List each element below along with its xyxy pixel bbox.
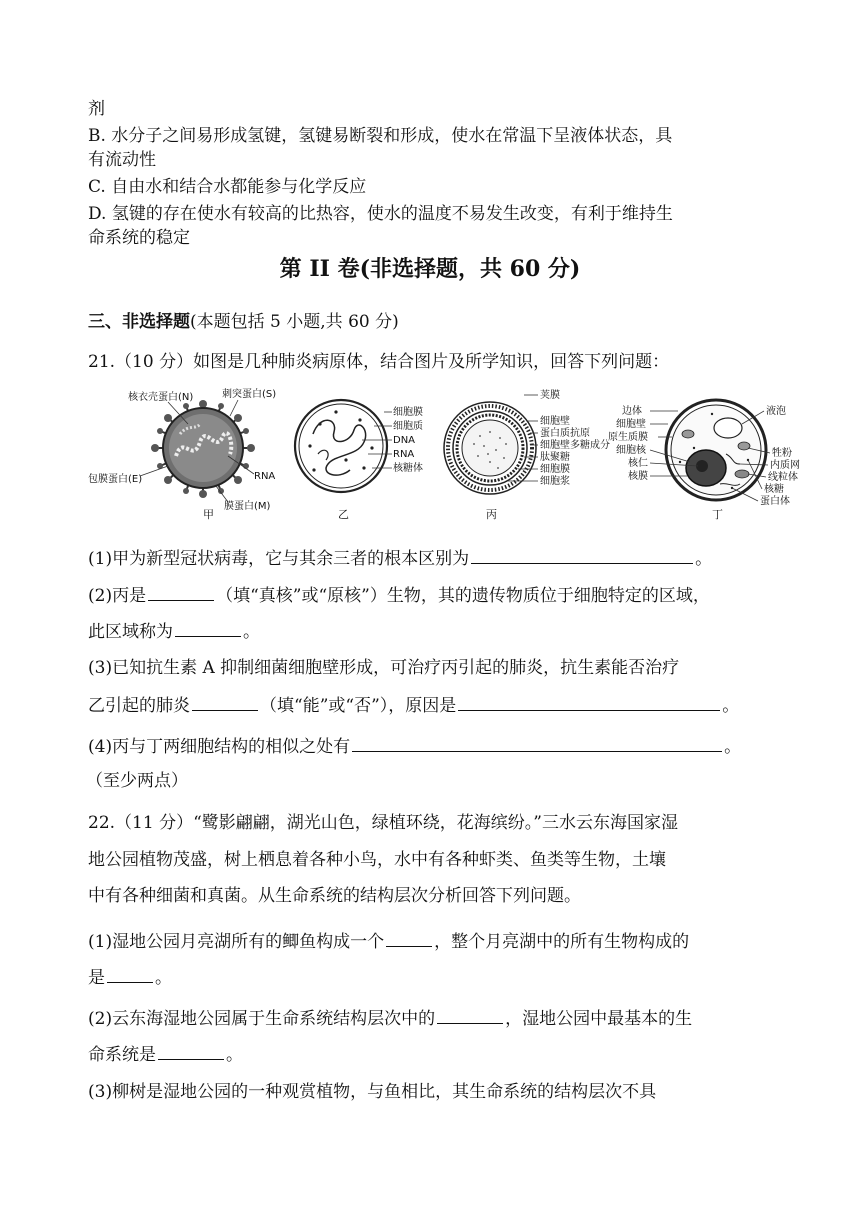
caption-jia: 甲 xyxy=(203,508,214,521)
cell-ding xyxy=(666,400,766,500)
q22-part1-blank-1[interactable] xyxy=(386,928,432,947)
q22-part2-blank-2[interactable] xyxy=(158,1041,224,1060)
q21-part2-text-c: 此区域称为 xyxy=(88,622,173,642)
q21-part2-blank-2[interactable] xyxy=(175,618,241,637)
q21-part3-cont xyxy=(88,692,739,718)
q21-part3-end: 。 xyxy=(722,696,740,716)
q21-part4-blank[interactable] xyxy=(352,733,722,752)
q22-part2-cont xyxy=(88,1041,243,1067)
option-d: D. 氢键的存在使水有较高的比热容，使水的温度不易发生改变，有利于维持生 xyxy=(88,204,673,224)
label-nucleocapsid: 核衣壳蛋白(N) xyxy=(128,392,194,403)
q21-part1-end: 。 xyxy=(695,549,713,569)
q21-part2-cont xyxy=(88,618,260,644)
q21-part2-blank-1[interactable] xyxy=(148,582,214,601)
option-b-cont: 有流动性 xyxy=(88,150,156,170)
label-ding-left-5: 核膜 xyxy=(628,471,648,482)
part-label: 三、非选择题 xyxy=(88,312,190,332)
label-ding-right-2: 内质网 xyxy=(770,460,800,471)
q21-part4-note: （至少两点） xyxy=(86,771,188,791)
label-bing-peptidoglycan: 肽聚糖 xyxy=(540,452,570,463)
label-yi-dna: DNA xyxy=(393,435,416,446)
pathogen-illustration xyxy=(88,384,808,524)
q21-part1-blank[interactable] xyxy=(471,545,693,564)
q22-part2-text-b: ，湿地公园中最基本的生 xyxy=(505,1009,693,1029)
q21-part2-end: 。 xyxy=(243,622,260,642)
q21-part2 xyxy=(88,582,710,608)
q21-part3-blank-1[interactable] xyxy=(192,692,258,711)
part-heading xyxy=(88,310,399,334)
q21-part4-end: 。 xyxy=(724,737,742,757)
q22-stem-2: 地公园植物茂盛，树上栖息着各种小鸟，水中有各种虾类、鱼类等生物，土壤 xyxy=(88,850,666,870)
label-ding-right-1: 牲粉 xyxy=(772,448,792,459)
label-envelope: 包膜蛋白(E) xyxy=(88,474,143,485)
label-ding-right-0: 液泡 xyxy=(766,406,786,417)
option-d-cont: 命系统的稳定 xyxy=(88,228,190,248)
virus-jia xyxy=(151,400,255,498)
q22-stem-1: 22.（11 分）“鹭影翩翩，湖光山色，绿植环绕，花海缤纷。”三水云东海国家湿 xyxy=(88,813,678,833)
label-ding-left-3: 细胞核 xyxy=(616,445,646,456)
caption-ding: 丁 xyxy=(712,508,723,521)
q21-stem: 21.（10 分）如图是几种肺炎病原体，结合图片及所学知识，回答下列问题： xyxy=(88,352,670,372)
caption-yi: 乙 xyxy=(338,508,349,521)
q21-part3-blank-2[interactable] xyxy=(458,692,720,711)
q22-part2-text-a: (2)云东海湿地公园属于生命系统结构层次中的 xyxy=(88,1009,436,1029)
q22-part1-blank-2[interactable] xyxy=(107,964,153,983)
prev-question-line: 剂 xyxy=(88,99,105,119)
label-ding-right-4: 核糖 xyxy=(764,484,784,495)
label-bing-antigen: 蛋白质抗原 xyxy=(540,428,590,439)
label-yi-membrane: 细胞膜 xyxy=(393,407,423,418)
q22-part2-blank-1[interactable] xyxy=(437,1005,503,1024)
label-ding-right-5: 蛋白体 xyxy=(760,496,790,507)
q21-part4 xyxy=(88,733,741,759)
label-bing-polysaccharide: 细胞壁多糖成分 xyxy=(540,440,610,451)
label-ding-left-2: 原生质膜 xyxy=(608,432,648,443)
label-yi-rna: RNA xyxy=(393,449,415,460)
label-rna: RNA xyxy=(254,471,276,482)
q21-part1 xyxy=(88,545,712,571)
q21-part3: (3)已知抗生素 A 抑制细菌细胞壁形成，可治疗丙引起的肺炎，抗生素能否治疗 xyxy=(88,658,680,678)
label-ding-left-4: 核仁 xyxy=(628,458,648,469)
label-spike: 刺突蛋白(S) xyxy=(222,389,277,400)
q21-part4-text: (4)丙与丁两细胞结构的相似之处有 xyxy=(88,737,351,757)
label-bing-wall: 细胞壁 xyxy=(540,416,570,427)
q22-part2-text-c: 命系统是 xyxy=(88,1045,156,1065)
q22-part2 xyxy=(88,1005,692,1031)
pathogen-figure xyxy=(88,384,808,524)
q21-part3-text-b: 乙引起的肺炎 xyxy=(88,696,190,716)
q21-part2-text-a: (2)丙是 xyxy=(88,586,147,606)
q22-part1-cont xyxy=(88,964,172,990)
label-yi-cytoplasm: 细胞质 xyxy=(393,421,423,432)
label-membrane-protein: 膜蛋白(M) xyxy=(224,501,271,512)
option-c: C. 自由水和结合水都能参与化学反应 xyxy=(88,177,367,197)
q21-part3-text-c: （填“能”或“否”），原因是 xyxy=(260,696,457,716)
caption-bing: 丙 xyxy=(486,508,497,521)
q22-part1-text-c: 是 xyxy=(88,968,105,988)
part-note: (本题包括 5 小题,共 60 分) xyxy=(190,312,399,332)
q22-part1-end: 。 xyxy=(155,968,172,988)
cell-yi xyxy=(295,400,387,492)
q22-part2-end: 。 xyxy=(226,1045,243,1065)
label-bing-capsule: 荚膜 xyxy=(540,390,560,401)
q21-part2-text-b: （填“真核”或“原核”）生物，其的遗传物质位于细胞特定的区域， xyxy=(216,586,710,606)
label-bing-membrane: 细胞膜 xyxy=(540,464,570,475)
q22-part1-text-b: ，整个月亮湖中的所有生物构成的 xyxy=(434,932,690,952)
cell-bing xyxy=(444,402,536,494)
section-title: 第 II 卷(非选择题，共 60 分) xyxy=(279,256,581,282)
q22-part3: (3)柳树是湿地公园的一种观赏植物，与鱼相比，其生命系统的结构层次不具 xyxy=(88,1082,657,1102)
option-b: B. 水分子之间易形成氢键，氢键易断裂和形成，使水在常温下呈液体状态，具 xyxy=(88,126,673,146)
label-ding-left-1: 细胞壁 xyxy=(616,419,646,430)
label-ding-right-3: 线粒体 xyxy=(768,472,798,483)
label-ding-left-0: 边体 xyxy=(622,406,642,417)
q22-part1-text-a: (1)湿地公园月亮湖所有的鲫鱼构成一个 xyxy=(88,932,385,952)
label-bing-cytoplasm: 细胞浆 xyxy=(540,476,570,487)
q21-part1-text: (1)甲为新型冠状病毒，它与其余三者的根本区别为 xyxy=(88,549,470,569)
q22-part1 xyxy=(88,928,689,954)
label-yi-ribosome: 核糖体 xyxy=(393,463,423,474)
q22-stem-3: 中有各种细菌和真菌。从生命系统的结构层次分析回答下列问题。 xyxy=(88,886,581,906)
